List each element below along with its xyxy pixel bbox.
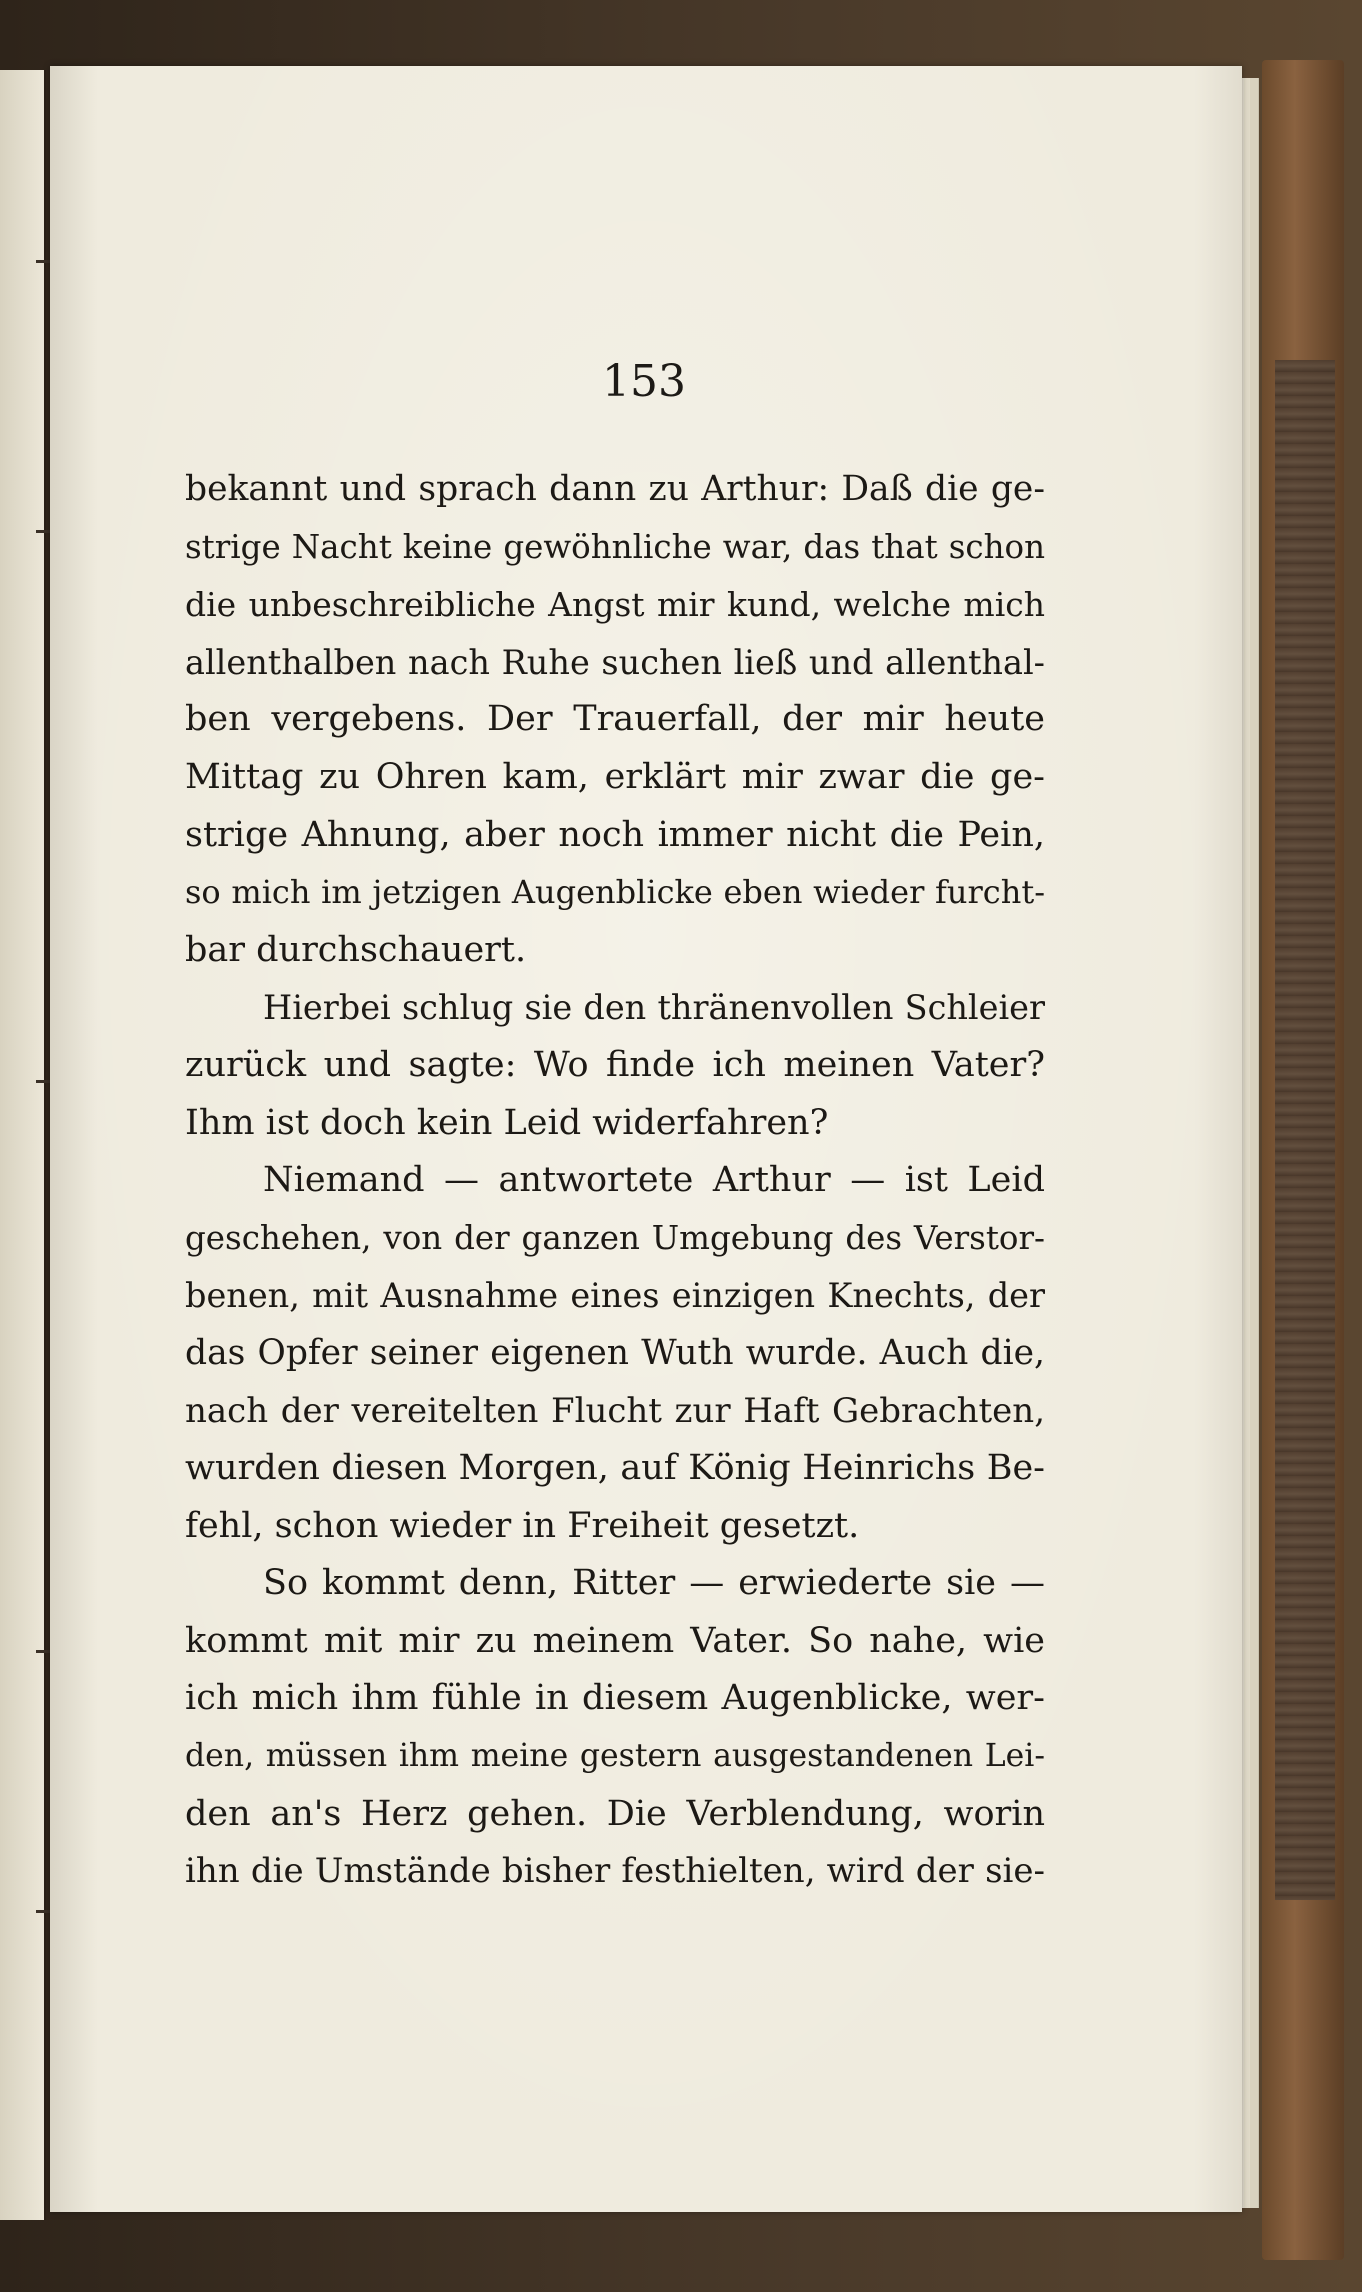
- margin-mark: [36, 530, 50, 533]
- text-line: das Opfer seiner eigenen Wuth wurde. Auch die,: [185, 1332, 1045, 1373]
- text-line: wurden diesen Morgen, auf König Heinrichs Be-: [185, 1448, 1045, 1489]
- text-line: zurück und sagte: Wo finde ich meinen Vater?: [185, 1044, 1045, 1085]
- text-line: strige Ahnung, aber noch immer nicht die Pein,: [185, 814, 1045, 855]
- margin-mark: [36, 260, 50, 263]
- text-line: ihn die Umstände bisher festhielten, wird der sie-: [185, 1851, 1045, 1892]
- text-line: den an's Herz gehen. Die Verblendung, worin: [185, 1793, 1045, 1834]
- text-line: Mittag zu Ohren kam, erklärt mir zwar die ge-: [185, 756, 1045, 797]
- text-line: so mich im jetzigen Augenblicke eben wieder furcht-: [185, 873, 1045, 912]
- book-board-worn-edge: [1275, 360, 1335, 1900]
- page-number: 153: [602, 356, 686, 407]
- text-line: den, müssen ihm meine gestern ausgestandenen Lei-: [185, 1738, 1045, 1775]
- text-line: geschehen, von der ganzen Umgebung des Verstor-: [185, 1218, 1045, 1257]
- text-line: ben vergebens. Der Trauerfall, der mir heute: [185, 699, 1045, 740]
- text-line: Ihm ist doch kein Leid widerfahren?: [185, 1102, 829, 1143]
- text-line: ich mich ihm fühle in diesem Augenblicke, wer-: [185, 1678, 1045, 1719]
- text-line: nach der vereitelten Flucht zur Haft Gebrachten,: [185, 1390, 1045, 1431]
- text-line: So kommt denn, Ritter — erwiederte sie —: [263, 1563, 1045, 1604]
- text-line: strige Nacht keine gewöhnliche war, das that schon: [185, 527, 1045, 566]
- page-stack-edge: [1250, 78, 1259, 2208]
- text-line: bekannt und sprach dann zu Arthur: Daß die ge-: [185, 469, 1045, 509]
- text-line: benen, mit Ausnahme eines einzigen Knechts, der: [185, 1276, 1045, 1316]
- left-facing-page: [0, 70, 46, 2220]
- margin-mark: [36, 1650, 50, 1653]
- margin-mark: [36, 1080, 50, 1083]
- margin-mark: [36, 1910, 50, 1913]
- book-page: [50, 66, 1242, 2212]
- text-line: Hierbei schlug sie den thränenvollen Schleier: [263, 988, 1045, 1028]
- page-text: [185, 461, 1045, 1901]
- text-line: fehl, schon wieder in Freiheit gesetzt.: [185, 1505, 860, 1546]
- text-line: bar durchschauert.: [185, 929, 527, 970]
- text-line: kommt mit mir zu meinem Vater. So nahe, wie: [185, 1620, 1045, 1661]
- text-line: allenthalben nach Ruhe suchen ließ und allenthal-: [185, 642, 1045, 682]
- text-line: die unbeschreibliche Angst mir kund, welche mich: [185, 585, 1045, 625]
- text-line: Niemand — antwortete Arthur — ist Leid: [263, 1160, 1045, 1201]
